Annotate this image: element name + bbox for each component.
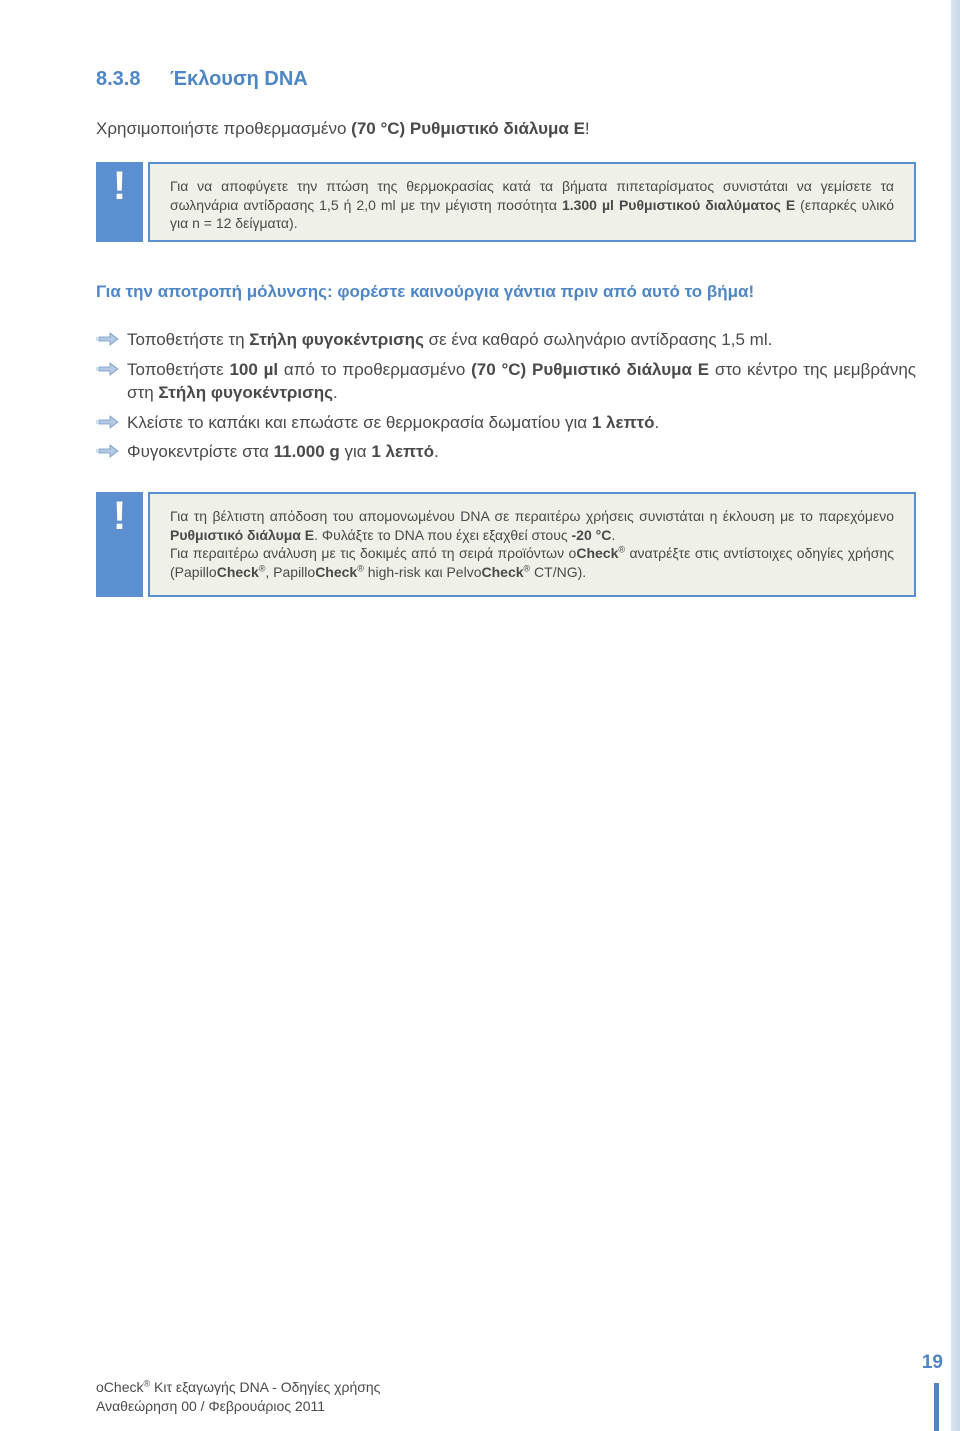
step-bold: (70 °C) Ρυθμιστικό διάλυμα E [471, 359, 710, 379]
section-title: Έκλουση DNA [170, 68, 308, 90]
page-number-rule [934, 1383, 939, 1431]
exclamation-icon: ! [96, 492, 143, 597]
step-text: από το προθερμασμένο [278, 359, 472, 379]
step-text: . [333, 383, 338, 402]
step-bold: Στήλη φυγοκέντρισης [249, 330, 424, 349]
step-text: στο κέντρο της μεμβράνης στη [127, 359, 916, 402]
step-text: για [339, 442, 372, 461]
page-number: 19 [921, 1352, 943, 1373]
brand-prefix: o [96, 1379, 104, 1395]
note-text-part: . Φυλάξτε το DNA που έχει εξαχθεί στους [314, 526, 572, 543]
footer-title [96, 1378, 380, 1397]
note-text-part: high-risk και Pelvo [363, 563, 482, 580]
step-text: . [654, 412, 660, 432]
note-text-bold: Check [216, 563, 259, 580]
note-text-bold: 1.300 µl Ρυθμιστικού διαλύματος E [561, 196, 796, 213]
step-item [96, 440, 916, 464]
registered-mark: ® [618, 544, 625, 555]
intro-post: ! [584, 119, 590, 138]
note-text [170, 177, 894, 233]
registered-mark: ® [523, 562, 531, 573]
contamination-warning: Για την αποτροπή μόλυνσης: φορέστε καινούργια γάντια πριν από αυτό το βήμα! [96, 282, 755, 301]
arrow-right-icon [96, 362, 120, 376]
step-item [96, 411, 916, 435]
step-bold: 100 µl [229, 359, 279, 379]
note-text-part: ανατρέξτε στις αντίστοιχες οδηγίες χρήσης (Papillo [170, 545, 894, 580]
step-bold: Στήλη φυγοκέντρισης [158, 383, 334, 402]
arrow-right-icon [96, 332, 120, 346]
step-text: Τοποθετήστε [127, 359, 230, 379]
note-text-part: . [611, 526, 616, 543]
registered-mark: ® [357, 562, 364, 573]
note-text-bold: Ρυθμιστικό διάλυμα E [170, 526, 315, 543]
registered-mark: ® [258, 562, 266, 573]
step-bold: 11.000 g [273, 442, 340, 461]
step-text: Φυγοκεντρίστε στα [127, 442, 274, 461]
note-content [148, 492, 916, 597]
intro-pre: Χρησιμοποιήστε προθερμασμένο [96, 119, 352, 138]
step-text: σε ένα καθαρό σωληνάριο αντίδρασης 1,5 ml. [423, 330, 773, 349]
note-content [148, 162, 916, 242]
note-text-part: Για να αποφύγετε την πτώση της θερμοκρασίας κατά τα βήματα πιπεταρίσματος συνιστάται να γεμίσετε τα σωληνάρια αντίδρασης 1,5 ή 2,0 ml με την μέγιστη ποσότητα [170, 178, 894, 213]
note-text-bold: Check [481, 563, 524, 580]
footer [96, 1378, 380, 1416]
step-item [96, 358, 916, 405]
footer-revision: Αναθεώρηση 00 / Φεβρουάριος 2011 [96, 1398, 326, 1414]
registered-mark: ® [143, 1378, 151, 1389]
note-paragraph [170, 544, 894, 581]
note-text-part: (επαρκές υλικό για n = 12 δείγματα). [170, 196, 894, 231]
note-text-part: CT/NG). [530, 563, 587, 580]
note-text-bold: Check [576, 545, 619, 561]
step-list [96, 328, 916, 464]
step-text: . [434, 442, 439, 461]
note-paragraph [170, 507, 894, 544]
note-text-bold: -20 °C [571, 526, 612, 543]
intro-bold: (70 °C) Ρυθμιστικό διάλυμα E [351, 119, 585, 138]
step-text: Κλείστε το καπάκι και επωάστε σε θερμοκρασία δωματίου για [127, 412, 592, 432]
step-bold: 1 λεπτό [591, 412, 655, 432]
note-box-temperature [96, 162, 916, 242]
intro-text [96, 119, 590, 139]
arrow-right-icon [96, 415, 120, 429]
section-number: 8.3.8 [96, 68, 141, 90]
note-text-part: Για τη βέλτιστη απόδοση του απομονωμένου DNA σε περαιτέρω χρήσεις συνιστάται η έκλουση με το παρεχόμενο [170, 508, 894, 524]
step-text: Τοποθετήστε τη [127, 330, 250, 349]
note-text-part: Για περαιτέρω ανάλυση με τις δοκιμές από τη σειρά προϊόντων o [170, 545, 577, 561]
exclamation-icon: ! [96, 162, 143, 242]
footer-title-rest: Κιτ εξαγωγής DNA - Οδηγίες χρήσης [150, 1379, 381, 1395]
arrow-right-icon [96, 444, 120, 458]
brand-name: Check [103, 1379, 144, 1395]
step-item [96, 328, 916, 352]
step-bold: 1 λεπτό [371, 442, 435, 461]
note-box-elution [96, 492, 916, 597]
page-edge-bar [951, 0, 960, 1431]
note-text-part: , Papillo [265, 563, 316, 580]
note-text-bold: Check [315, 563, 358, 580]
section-heading [96, 68, 308, 91]
